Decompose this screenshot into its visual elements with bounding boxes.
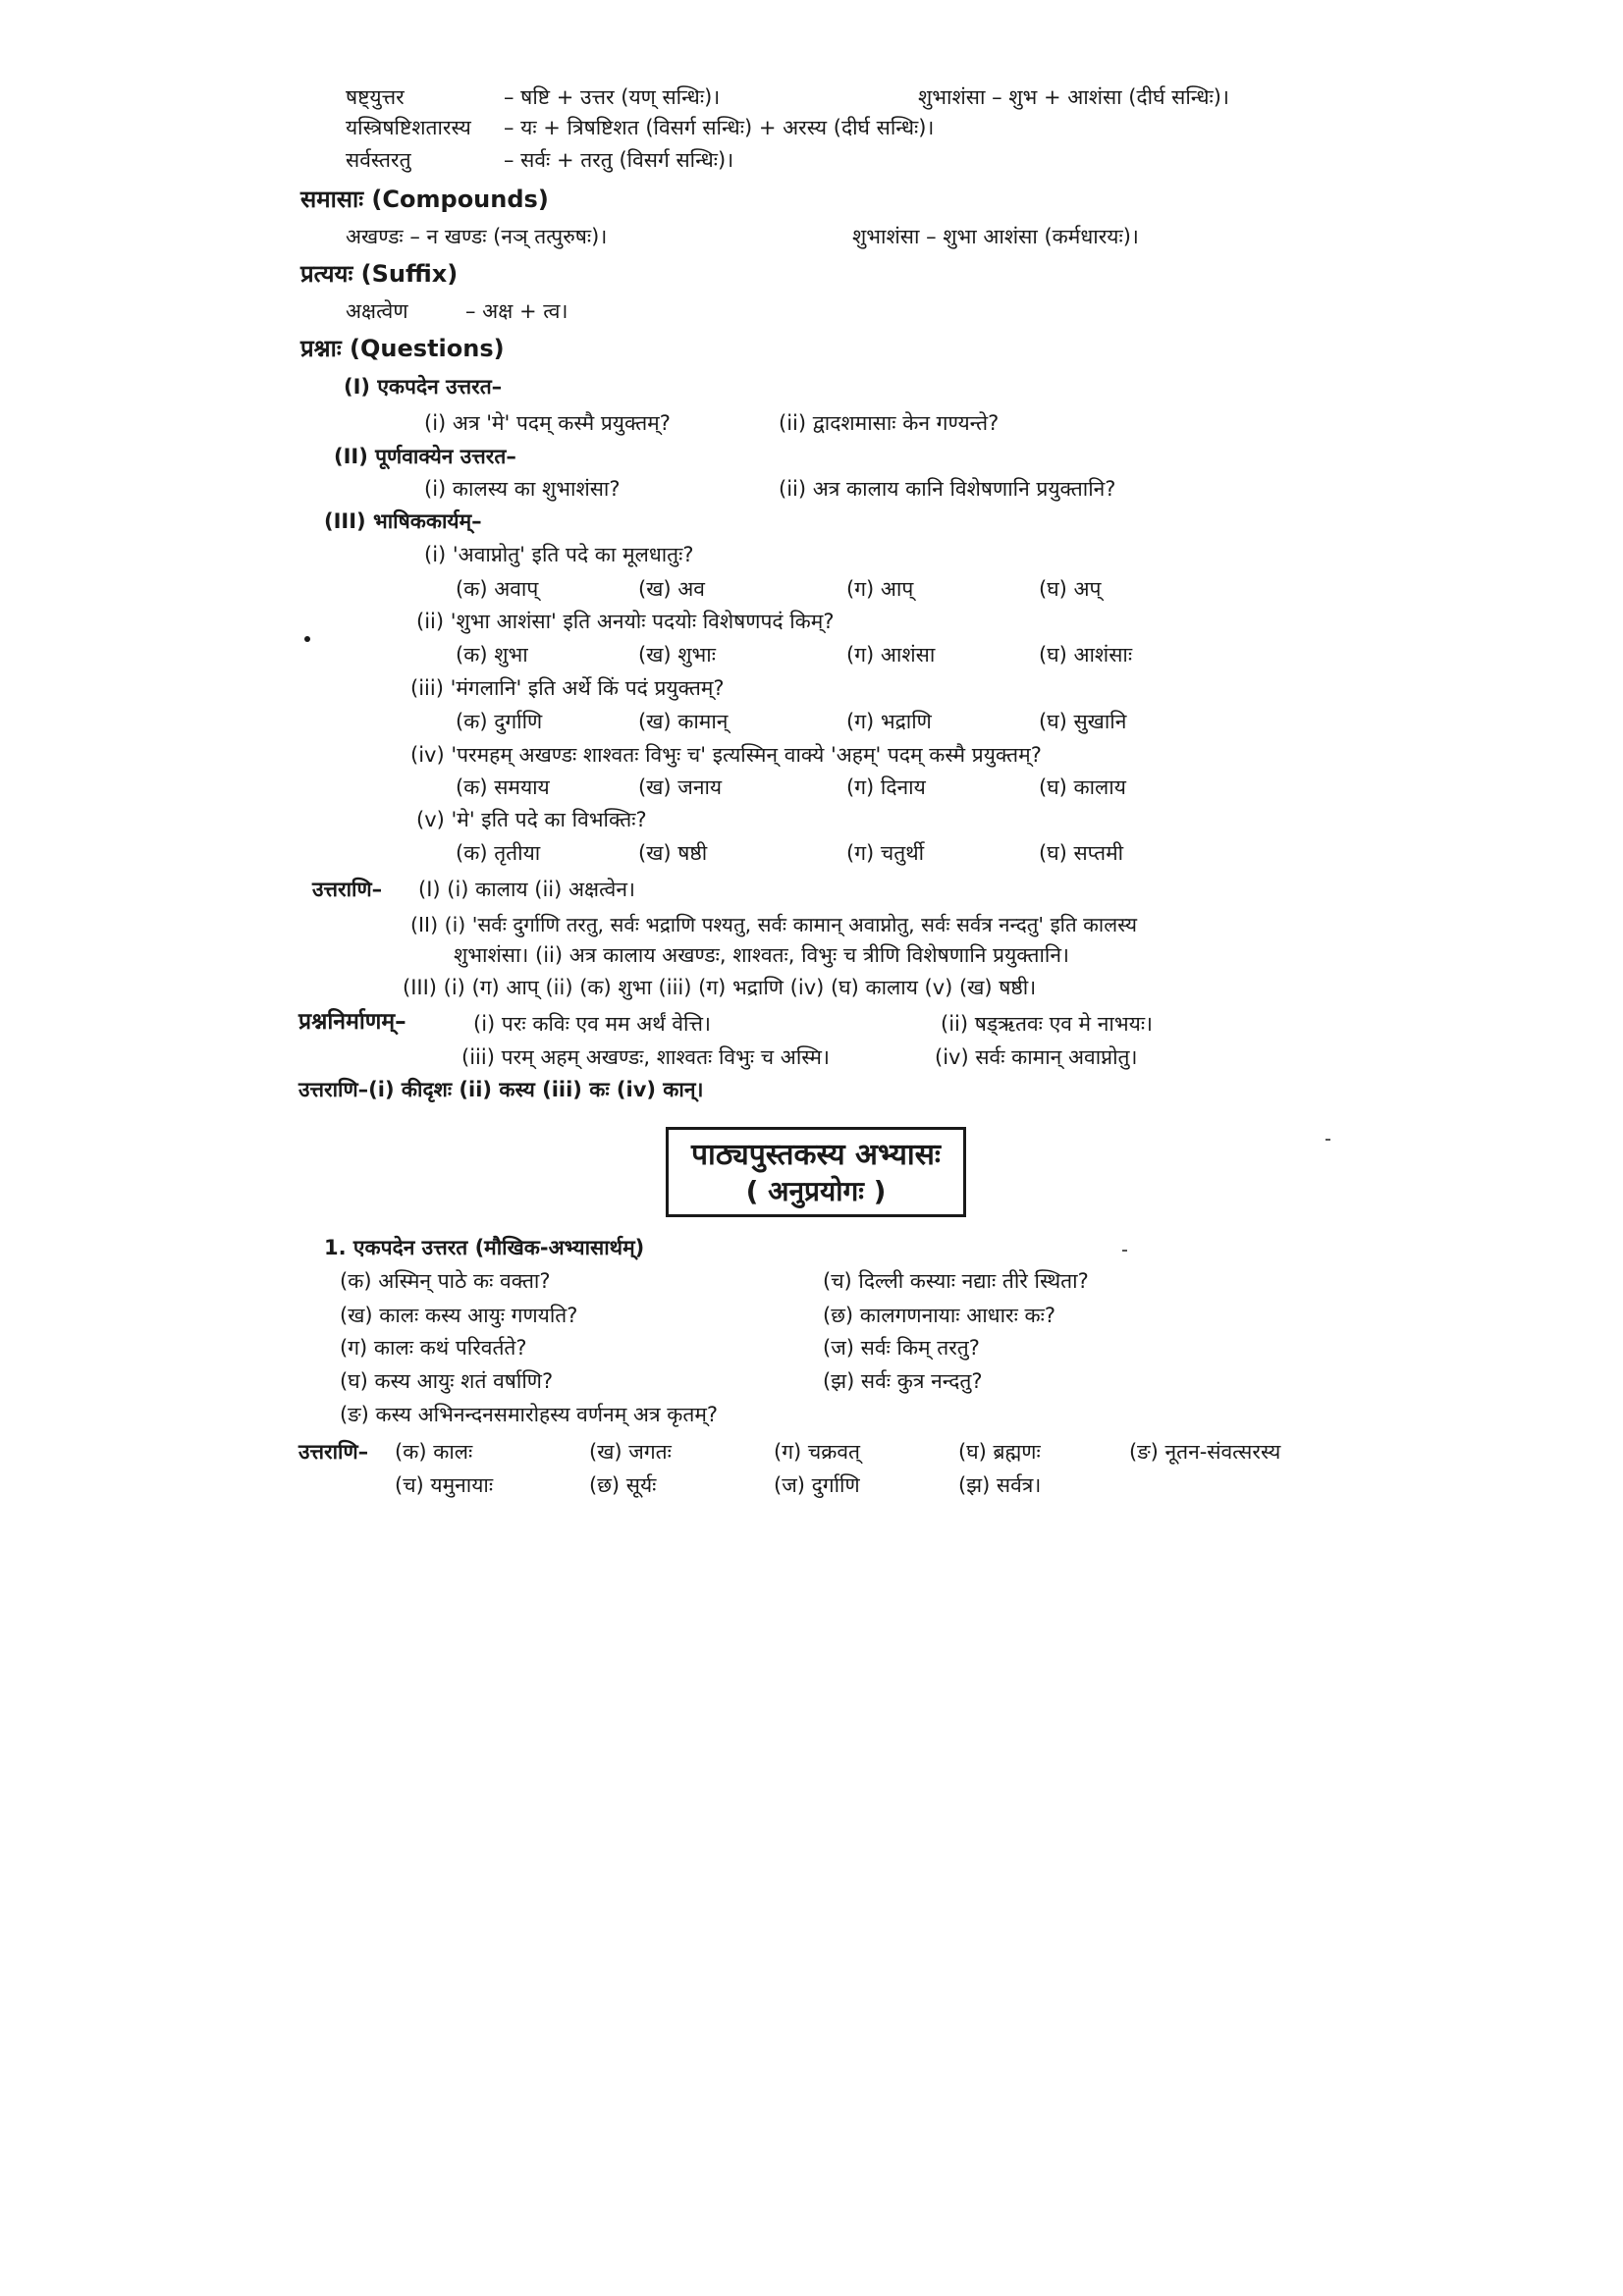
exercise-1-answers-label: उत्तराणि– — [298, 1440, 369, 1464]
mcq-5-option-c: (ग) चतुर्थी — [846, 841, 925, 865]
exercise-title: पाठ्यपुस्तकस्य अभ्यासः — [691, 1138, 941, 1172]
exercise-1-answer-cha: (च) यमुनायाः — [395, 1473, 494, 1497]
exercise-1-answer-jha: (झ) सर्वत्र। — [958, 1473, 1042, 1497]
exercise-subtitle: ( अनुप्रयोगः ) — [745, 1175, 887, 1207]
question-formation-i: (i) परः कविः एव मम अर्थं वेत्ति। — [473, 1012, 711, 1036]
question-formation-answers: उत्तराणि–(i) कीदृशः (ii) कस्य (iii) कः (iv) कान्। — [298, 1078, 704, 1101]
mcq-5-option-d: (घ) सप्तमी — [1039, 841, 1124, 865]
exercise-1-q-jha: (झ) सर्वः कुत्र नन्दतु? — [823, 1369, 983, 1393]
sandhi-split-1: – षष्टि + उत्तर (यण् सन्धिः)। — [504, 85, 721, 109]
section-I-question-1: (i) अत्र 'मे' पदम् कस्मै प्रयुक्तम्? — [424, 411, 671, 435]
answers-II-line2: शुभाशंसा। (ii) अत्र कालाय अखण्डः, शाश्वतः, विभुः च त्रीणि विशेषणानि प्रयुक्तानि। — [454, 943, 1069, 967]
exercise-1-q-kha: (ख) कालः कस्य आयुः गणयति? — [340, 1304, 578, 1327]
mcq-5-option-a: (क) तृतीया — [456, 841, 541, 865]
exercise-1-answer-ja: (ज) दुर्गाणि — [774, 1473, 860, 1497]
mcq-2-option-a: (क) शुभा — [456, 643, 528, 667]
answers-II-line1: (II) (i) 'सर्वः दुर्गाणि तरतु, सर्वः भद्राणि पश्यतु, सर्वः कामान् अवाप्नोतु, सर्वः सर्वत्र नन्दतु' इति कालस्य — [410, 913, 1137, 936]
mcq-5-question: (v) 'मे' इति पदे का विभक्तिः? — [416, 808, 647, 831]
pratyaya-split: – अक्ष + त्व। — [465, 299, 568, 323]
mcq-4-option-b: (ख) जनाय — [638, 775, 723, 799]
sandhi-word-4: सर्वस्तरतु — [346, 148, 411, 172]
mcq-4-option-c: (ग) दिनाय — [846, 775, 926, 799]
mcq-1-option-d: (घ) अप् — [1039, 577, 1102, 601]
answers-label: उत्तराणि– — [312, 878, 383, 901]
section-III-heading: (III) भाषिककार्यम्– — [324, 509, 482, 533]
mcq-4-question: (iv) 'परमहम् अखण्डः शाश्वतः विभुः च' इत्यस्मिन् वाक्ये 'अहम्' पदम् कस्मै प्रयुक्तम्? — [410, 743, 1042, 767]
pratyaya-heading: प्रत्ययः (Suffix) — [300, 260, 459, 288]
exercise-1-answer-chha: (छ) सूर्यः — [589, 1473, 657, 1497]
mcq-3-option-c: (ग) भद्राणि — [846, 710, 932, 733]
exercise-1-answer-ga: (ग) चक्रवत् — [774, 1440, 860, 1464]
mcq-3-option-d: (घ) सुखानि — [1039, 710, 1127, 733]
section-I-question-2: (ii) द्वादशमासाः केन गण्यन्ते? — [779, 411, 1000, 435]
samasa-item-1: अखण्डः – न खण्डः (नञ् तत्पुरुषः)। — [346, 225, 608, 248]
exercise-1-q-chha: (छ) कालगणनायाः आधारः कः? — [823, 1304, 1056, 1327]
sandhi-word-3: यस्त्रिषष्टिशतारस्य — [346, 116, 471, 139]
mcq-2-question: (ii) 'शुभा आशंसा' इति अनयोः पदयोः विशेषणपदं किम्? — [416, 610, 835, 633]
section-II-question-2: (ii) अत्र कालाय कानि विशेषणानि प्रयुक्तानि? — [779, 477, 1116, 501]
mcq-1-question: (i) 'अवाप्नोतु' इति पदे का मूलधातुः? — [424, 543, 694, 566]
exercise-1-q-gha: (घ) कस्य आयुः शतं वर्षाणि? — [340, 1369, 554, 1393]
question-formation-iv: (iv) सर्वः कामान् अवाप्नोतु। — [935, 1045, 1138, 1069]
mcq-4-option-d: (घ) कालाय — [1039, 775, 1126, 799]
mcq-3-option-a: (क) दुर्गाणि — [456, 710, 543, 733]
exercise-1-answer-ka: (क) कालः — [395, 1440, 473, 1464]
samasa-item-2: शुभाशंसा – शुभा आशंसा (कर्मधारयः)। — [852, 225, 1139, 248]
scan-speck-2 — [1122, 1250, 1127, 1252]
mcq-3-option-b: (ख) कामान् — [638, 710, 729, 733]
section-I-heading: (I) एकपदेन उत्तरत– — [344, 375, 503, 399]
questions-heading: प्रश्नाः (Questions) — [300, 335, 505, 362]
answers-I: (I) (i) कालाय (ii) अक्षत्वेन। — [418, 878, 635, 901]
mcq-1-option-b: (ख) अव — [638, 577, 705, 601]
exercise-1-q-ja: (ज) सर्वः किम् तरतु? — [823, 1336, 980, 1360]
question-formation-iii: (iii) परम् अहम् अखण्डः, शाश्वतः विभुः च अस्मि। — [461, 1045, 830, 1069]
exercise-1-q-nga: (ङ) कस्य अभिनन्दनसमारोहस्य वर्णनम् अत्र कृतम्? — [340, 1403, 719, 1426]
exercise-1-q-ga: (ग) कालः कथं परिवर्तते? — [340, 1336, 527, 1360]
question-formation-label: प्रश्ननिर्माणम्– — [298, 1009, 406, 1035]
sandhi-split-2: शुभाशंसा – शुभ + आशंसा (दीर्घ सन्धिः)। — [918, 85, 1229, 109]
sandhi-word-1: षष्ट्युत्तर — [346, 85, 405, 109]
mcq-5-option-b: (ख) षष्ठी — [638, 841, 708, 865]
exercise-1-answer-gha: (घ) ब्रह्मणः — [958, 1440, 1041, 1464]
exercise-1-answer-nga: (ङ) नूतन-संवत्सरस्य — [1129, 1440, 1281, 1464]
mcq-2-option-c: (ग) आशंसा — [846, 643, 936, 667]
section-II-question-1: (i) कालस्य का शुभाशंसा? — [424, 477, 621, 501]
answers-III: (III) (i) (ग) आप् (ii) (क) शुभा (iii) (ग) भद्राणि (iv) (घ) कालाय (v) (ख) षष्ठी। — [403, 976, 1037, 999]
exercise-title-box — [666, 1127, 966, 1217]
section-II-heading: (II) पूर्णवाक्येन उत्तरत– — [334, 445, 516, 468]
exercise-1-answer-kha: (ख) जगतः — [589, 1440, 672, 1464]
sandhi-split-3: – यः + त्रिषष्टिशत (विसर्ग सन्धिः) + अरस्य (दीर्घ सन्धिः)। — [504, 116, 935, 139]
stray-dot — [304, 636, 310, 642]
mcq-4-option-a: (क) समयाय — [456, 775, 550, 799]
exercise-1-q-ka: (क) अस्मिन् पाठे कः वक्ता? — [340, 1269, 551, 1293]
sandhi-split-4: – सर्वः + तरतु (विसर्ग सन्धिः)। — [504, 148, 734, 172]
pratyaya-word: अक्षत्वेण — [346, 299, 408, 323]
exercise-1-q-cha: (च) दिल्ली कस्याः नद्याः तीरे स्थिता? — [823, 1269, 1089, 1293]
question-formation-ii: (ii) षड्ऋतवः एव मे नाभयः। — [941, 1012, 1154, 1036]
scan-speck — [1325, 1139, 1330, 1141]
mcq-1-option-c: (ग) आप् — [846, 577, 914, 601]
mcq-2-option-d: (घ) आशंसाः — [1039, 643, 1133, 667]
exercise-1-heading: 1. एकपदेन उत्तरत (मौखिक-अभ्यासार्थम्) — [324, 1236, 645, 1259]
mcq-3-question: (iii) 'मंगलानि' इति अर्थे किं पदं प्रयुक्तम्? — [410, 676, 725, 700]
mcq-2-option-b: (ख) शुभाः — [638, 643, 716, 667]
samasa-heading: समासाः (Compounds) — [300, 186, 549, 213]
mcq-1-option-a: (क) अवाप् — [456, 577, 539, 601]
